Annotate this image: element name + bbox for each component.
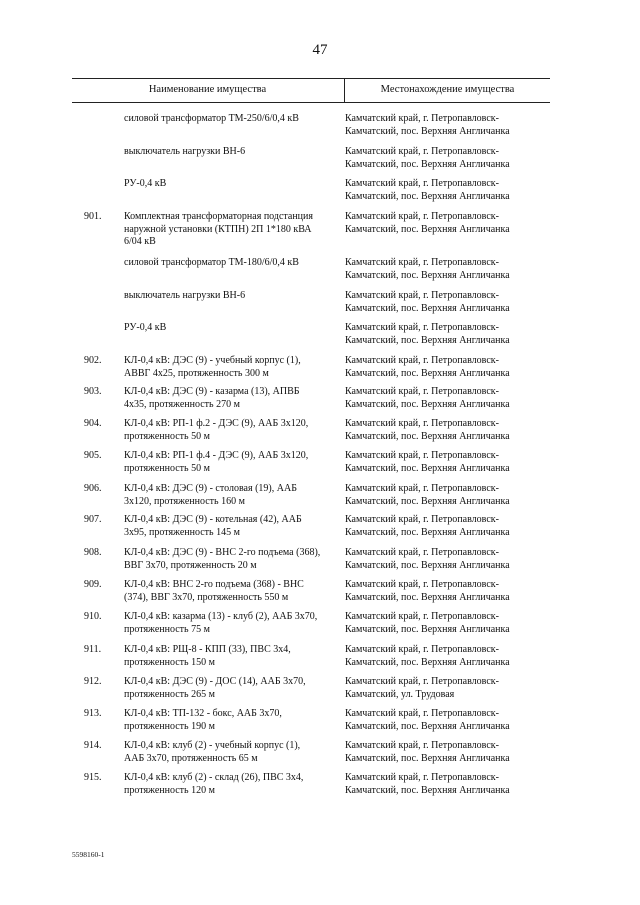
property-location: Камчатский край, г. Петропавловск- Камчатский, пос. Верхняя Англичанка bbox=[345, 514, 510, 538]
property-name: КЛ-0,4 кВ: ДЭС (9) - столовая (19), ААБ 3х120, протяженность 160 м bbox=[124, 483, 297, 507]
header-name: Наименование имущества bbox=[148, 84, 267, 95]
property-name: КЛ-0,4 кВ: РП-1 ф.2 - ДЭС (9), ААБ 3х120, протяженность 50 м bbox=[124, 418, 309, 442]
property-location: Камчатский край, г. Петропавловск- Камчатский, пос. Верхняя Англичанка bbox=[345, 418, 510, 442]
row-number: 911. bbox=[84, 644, 102, 655]
property-location: Камчатский край, г. Петропавловск- Камчатский, пос. Верхняя Англичанка bbox=[345, 290, 510, 314]
property-location: Камчатский край, г. Петропавловск- Камчатский, ул. Трудовая bbox=[345, 676, 499, 700]
property-name: КЛ-0,4 кВ: ДЭС (9) - ДОС (14), ААБ 3х70, протяженность 265 м bbox=[124, 676, 306, 700]
row-number: 914. bbox=[84, 740, 102, 751]
property-name: КЛ-0,4 кВ: ДЭС (9) - котельная (42), ААБ 3х95, протяженность 145 м bbox=[124, 514, 302, 538]
property-name: силовой трансформатор ТМ-250/6/0,4 кВ bbox=[124, 113, 299, 124]
row-number: 901. bbox=[84, 211, 102, 222]
document-code: 5598160-1 bbox=[72, 850, 105, 859]
property-location: Камчатский край, г. Петропавловск- Камчатский, пос. Верхняя Англичанка bbox=[345, 611, 510, 635]
property-location: Камчатский край, г. Петропавловск- Камчатский, пос. Верхняя Англичанка bbox=[345, 257, 510, 281]
property-location: Камчатский край, г. Петропавловск- Камчатский, пос. Верхняя Англичанка bbox=[345, 644, 510, 668]
row-number: 912. bbox=[84, 676, 102, 687]
property-location: Камчатский край, г. Петропавловск- Камчатский, пос. Верхняя Англичанка bbox=[345, 178, 510, 202]
row-number: 902. bbox=[84, 355, 102, 366]
property-location: Камчатский край, г. Петропавловск- Камчатский, пос. Верхняя Англичанка bbox=[345, 483, 510, 507]
property-name: силовой трансформатор ТМ-180/6/0,4 кВ bbox=[124, 257, 299, 268]
property-name: КЛ-0,4 кВ: ВНС 2-го подъема (368) - ВНС (374), ВВГ 3х70, протяженность 550 м bbox=[124, 579, 304, 603]
property-name: Комплектная трансформаторная подстанция наружной установки (КТПН) 2П 1*180 кВА 6/04 кВ bbox=[124, 211, 313, 247]
row-number: 909. bbox=[84, 579, 102, 590]
page-number: 47 bbox=[312, 42, 328, 58]
property-name: КЛ-0,4 кВ: ДЭС (9) - ВНС 2-го подъема (368), ВВГ 3х70, протяженность 20 м bbox=[124, 547, 321, 571]
property-name: КЛ-0,4 кВ: РП-1 ф.4 - ДЭС (9), ААБ 3х120, протяженность 50 м bbox=[124, 450, 309, 474]
property-location: Камчатский край, г. Петропавловск- Камчатский, пос. Верхняя Англичанка bbox=[345, 450, 510, 474]
row-number: 915. bbox=[84, 772, 102, 783]
table-header bbox=[72, 78, 550, 103]
header-location: Местонахождение имущества bbox=[380, 84, 515, 95]
property-location: Камчатский край, г. Петропавловск- Камчатский, пос. Верхняя Англичанка bbox=[345, 146, 510, 170]
property-name: КЛ-0,4 кВ: клуб (2) - учебный корпус (1), ААБ 3х70, протяженность 65 м bbox=[124, 740, 301, 764]
property-name: КЛ-0,4 кВ: клуб (2) - склад (26), ПВС 3х4, протяженность 120 м bbox=[124, 772, 304, 796]
property-location: Камчатский край, г. Петропавловск- Камчатский, пос. Верхняя Англичанка bbox=[345, 547, 510, 571]
row-number: 906. bbox=[84, 483, 102, 494]
row-number: 913. bbox=[84, 708, 102, 719]
property-name: КЛ-0,4 кВ: ТП-132 - бокс, ААБ 3х70, протяженность 190 м bbox=[124, 708, 282, 732]
property-location: Камчатский край, г. Петропавловск- Камчатский, пос. Верхняя Англичанка bbox=[345, 113, 510, 137]
row-number: 903. bbox=[84, 386, 102, 397]
property-name: РУ-0,4 кВ bbox=[124, 178, 167, 189]
row-number: 904. bbox=[84, 418, 102, 429]
row-number: 907. bbox=[84, 514, 102, 525]
property-location: Камчатский край, г. Петропавловск- Камчатский, пос. Верхняя Англичанка bbox=[345, 772, 510, 796]
property-name: КЛ-0,4 кВ: казарма (13) - клуб (2), ААБ 3х70, протяженность 75 м bbox=[124, 611, 318, 635]
property-name: выключатель нагрузки ВН-6 bbox=[124, 146, 246, 157]
row-number: 908. bbox=[84, 547, 102, 558]
property-location: Камчатский край, г. Петропавловск- Камчатский, пос. Верхняя Англичанка bbox=[345, 740, 510, 764]
row-number: 905. bbox=[84, 450, 102, 461]
property-location: Камчатский край, г. Петропавловск- Камчатский, пос. Верхняя Англичанка bbox=[345, 322, 510, 346]
property-name: КЛ-0,4 кВ: ДЭС (9) - учебный корпус (1), АВВГ 4х25, протяженность 300 м bbox=[124, 355, 301, 379]
property-name: РУ-0,4 кВ bbox=[124, 322, 167, 333]
property-name: КЛ-0,4 кВ: РЩ-8 - КПП (33), ПВС 3х4, протяженность 150 м bbox=[124, 644, 291, 668]
property-name: КЛ-0,4 кВ: ДЭС (9) - казарма (13), АПВБ 4х35, протяженность 270 м bbox=[124, 386, 300, 410]
property-location: Камчатский край, г. Петропавловск- Камчатский, пос. Верхняя Англичанка bbox=[345, 355, 510, 379]
row-number: 910. bbox=[84, 611, 102, 622]
property-location: Камчатский край, г. Петропавловск- Камчатский, пос. Верхняя Англичанка bbox=[345, 211, 510, 235]
property-location: Камчатский край, г. Петропавловск- Камчатский, пос. Верхняя Англичанка bbox=[345, 579, 510, 603]
property-name: выключатель нагрузки ВН-6 bbox=[124, 290, 246, 301]
property-table bbox=[72, 78, 550, 796]
property-location: Камчатский край, г. Петропавловск- Камчатский, пос. Верхняя Англичанка bbox=[345, 708, 510, 732]
property-location: Камчатский край, г. Петропавловск- Камчатский, пос. Верхняя Англичанка bbox=[345, 386, 510, 410]
